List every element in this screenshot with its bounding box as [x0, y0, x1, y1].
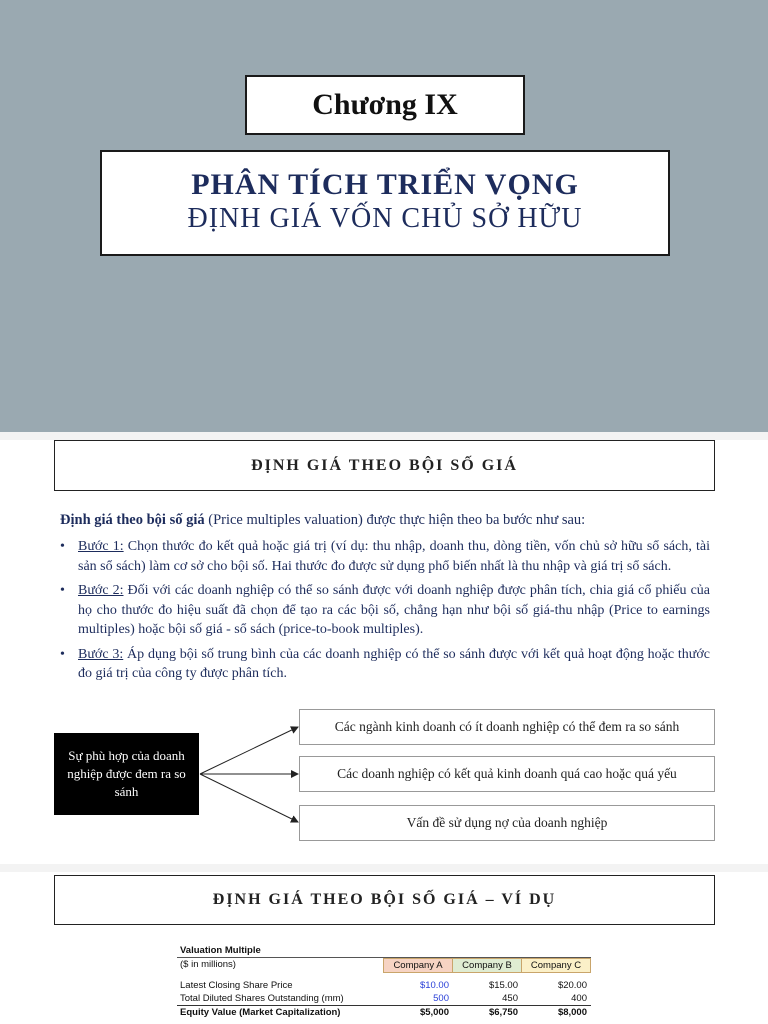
title-slide — [0, 0, 768, 432]
company-header: Company A — [383, 958, 453, 973]
row-label: Latest Closing Share Price — [180, 980, 293, 991]
diagram-option-1: Các ngành kinh doanh có ít doanh nghiệp có thể đem ra so sánh — [299, 709, 715, 745]
step-label: Bước 3: — [78, 646, 124, 662]
table-cell: $15.00 — [488, 980, 518, 991]
step-label: Bước 1: — [78, 539, 124, 554]
intro-paragraph — [60, 512, 710, 529]
step-label: Bước 2: — [78, 583, 124, 598]
company-header: Company C — [521, 958, 591, 973]
bullet-icon: • — [60, 583, 65, 598]
intro-rest: (Price multiples valuation) được thực hiện theo ba bước như sau: — [204, 512, 586, 528]
slide-header: ĐỊNH GIÁ THEO BỘI SỐ GIÁ — [54, 440, 715, 491]
row-label: Equity Value (Market Capitalization) — [180, 1007, 341, 1018]
table-spacer — [177, 971, 591, 979]
table-row — [177, 1005, 591, 1019]
table-title-row — [177, 944, 591, 958]
intro-bold: Định giá theo bội số giá — [60, 512, 205, 528]
diagram-option-3: Vấn đề sử dụng nợ của doanh nghiệp — [299, 805, 715, 841]
step-text: Chọn thước đo kết quả hoặc giá trị (ví dụ: thu nhập, doanh thu, dòng tiền, vốn chủ sở hữu sổ sách, tài sản sổ sách) làm cơ sở cho bội số. Hai thước đo được sử dụng phổ biến nhất là thu nhập và giá trị sổ sách. — [78, 539, 710, 574]
diagram-option-2: Các doanh nghiệp có kết quả kinh doanh quá cao hoặc quá yếu — [299, 756, 715, 792]
company-header: Company B — [452, 958, 522, 973]
list-item — [60, 537, 710, 576]
steps-list — [60, 537, 710, 689]
step-text: Áp dụng bội số trung bình của các doanh nghiệp có thể so sánh được với kết quả hoạt động hoặc thước đo giá trị của công ty được phân tích. — [78, 646, 710, 681]
table-header-row — [177, 958, 591, 971]
bullet-icon: • — [60, 539, 65, 554]
table-cell: 500 — [433, 993, 449, 1004]
slide-header: ĐỊNH GIÁ THEO BỘI SỐ GIÁ – VÍ DỤ — [54, 875, 715, 925]
valuation-table — [177, 944, 591, 1019]
table-cell: 450 — [502, 993, 518, 1004]
example-slide — [0, 872, 768, 1024]
table-row — [177, 992, 591, 1005]
bullet-icon: • — [60, 646, 65, 662]
title-line-1: PHÂN TÍCH TRIỂN VỌNG — [191, 168, 579, 201]
table-cell: $10.00 — [419, 980, 449, 991]
list-item — [60, 581, 710, 640]
table-row — [177, 979, 591, 992]
table-title: Valuation Multiple — [180, 945, 261, 956]
list-item — [60, 645, 710, 684]
arrow-1 — [200, 727, 298, 774]
price-multiples-slide — [0, 440, 768, 864]
arrow-3 — [200, 774, 298, 822]
title-line-2: ĐỊNH GIÁ VỐN CHỦ SỞ HỮU — [187, 203, 583, 234]
table-cell: 400 — [571, 993, 587, 1004]
slide-divider — [0, 432, 768, 440]
table-units: ($ in millions) — [180, 959, 236, 970]
table-cell: $8,000 — [557, 1007, 587, 1018]
table-cell: $20.00 — [557, 980, 587, 991]
diagram-source-box: Sự phù hợp của doanh nghiệp được đem ra so sánh — [54, 733, 199, 815]
row-label: Total Diluted Shares Outstanding (mm) — [180, 993, 344, 1004]
step-text: Đối với các doanh nghiệp có thể so sánh được với doanh nghiệp được phân tích, chia giá cổ phiếu của họ cho thước đo hiệu suất đã chọn để tạo ra các bội số, chẳng hạn như bội số giá-thu nhập (Price to earnings multiples) hoặc bội số giá - sổ sách (price-to-book multiples). — [78, 583, 710, 637]
chapter-label: Chương IX — [245, 75, 525, 135]
table-cell: $5,000 — [419, 1007, 449, 1018]
title-box — [100, 150, 670, 256]
slide-divider — [0, 864, 768, 872]
table-cell: $6,750 — [488, 1007, 518, 1018]
